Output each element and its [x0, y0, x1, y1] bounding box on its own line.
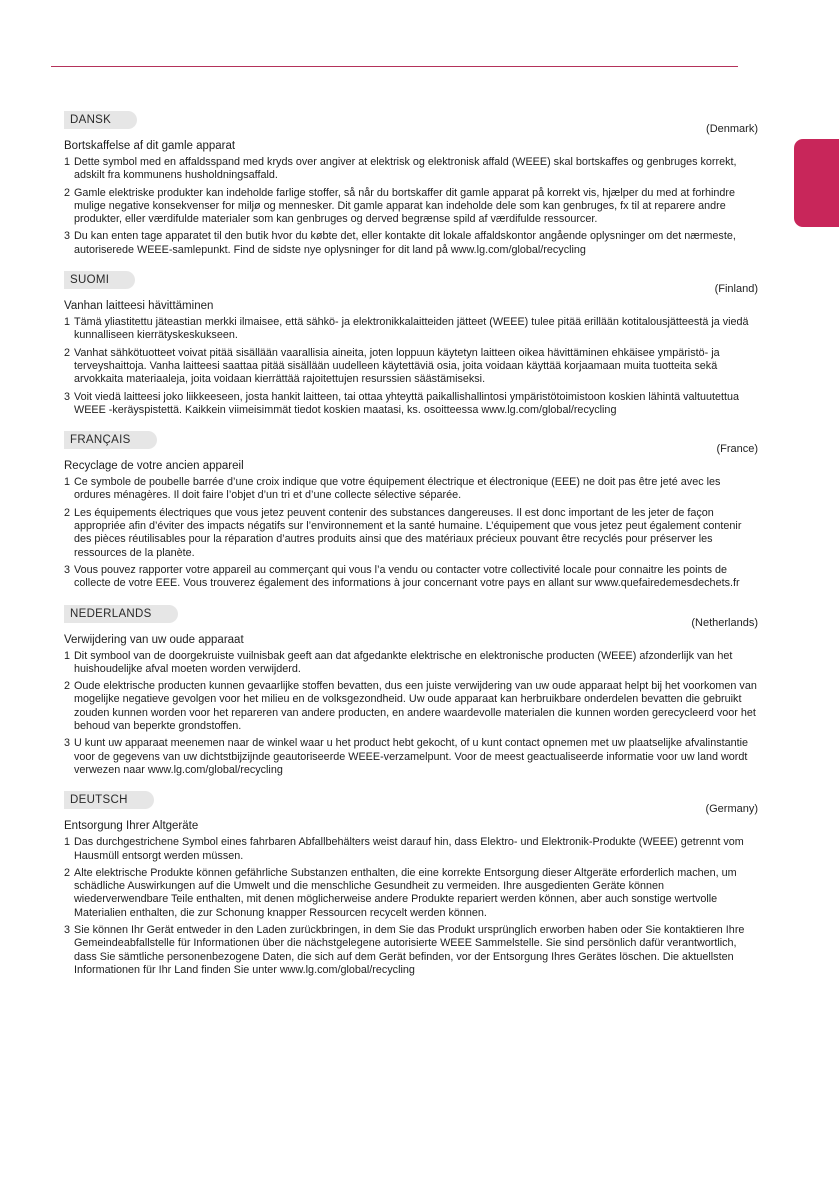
- list-item: 1 Tämä yliastitettu jäteastian merkki ilmaisee, että sähkö- ja elektronikkalaitteiden jätteet (WEEE) tulee pitää erillään kotitalousjätteestä ja viedä kunnalliseen kierrätyskeskukseen.: [64, 316, 749, 342]
- list-item: 2 Vanhat sähkötuotteet voivat pitää sisällään vaarallisia aineita, joten loppuun käytetyn laitteen oikea hävittäminen ehkäisee ympäristö- ja terveyshaittoja. Vanha laitteesi saattaa pitää sisällään uudelleen käytettäviä osia, joita voidaan käyttää korjaamaan muita tuotteita sekä arvokkaita materiaaleja, joita voidaan kierrättää rajoitettujen resurssien säästämiseksi.: [64, 346, 720, 386]
- list-item: 3 Voit viedä laitteesi joko liikkeeseen, josta hankit laitteen, tai ottaa yhteyttä paikallishallintosi ympäristötoimistoon koskien lähintä valtuutettua WEEE -keräyspistettä. Kaikkein viimeisimmät tiedot koskien maatasi, ks. osoitteessa www.lg.com/global/recycling: [64, 390, 739, 416]
- language-tag: DANSK: [64, 111, 137, 129]
- item-text: Dette symbol med en affaldsspand med kryds over angiver at elektrisk og elektronisk affald (WEEE) skal bortskaffes og genbruges korrekt, adskilt fra kommunens husholdningsaffald.: [74, 156, 737, 182]
- section-title: Vanhan laitteesi hävittäminen: [64, 300, 214, 313]
- list-item: 1 Dit symbool van de doorgekruiste vuilnisbak geeft aan dat afgedankte elektrische en elektronische producten (WEEE) afzonderlijk van het huishoudelijke afval moeten worden verwijderd.: [64, 649, 733, 675]
- item-text: Das durchgestrichene Symbol eines fahrbaren Abfallbehälters weist darauf hin, dass Elektro- und Elektronik-Produkte (WEEE) getrennt vom Hausmüll entsorgt werden müssen.: [74, 836, 744, 862]
- language-tag: DEUTSCH: [64, 791, 154, 809]
- country-label: (France): [716, 443, 758, 456]
- item-text: Tämä yliastitettu jäteastian merkki ilmaisee, että sähkö- ja elektronikkalaitteiden jätteet (WEEE) tulee pitää erillään kotitalousjätteestä ja viedä kunnalliseen kierrätyskeskukseen.: [74, 316, 749, 342]
- item-text: Oude elektrische producten kunnen gevaarlijke stoffen bevatten, dus een juiste verwijdering van uw oude apparaat helpt bij het voorkomen van mogelijke negatieve gevolgen voor het milieu en de volksgezondheid. Uw oude apparaat kan herbruikbare onderdelen bevatten die gebruikt zouden kunnen worden voor het repareren van andere producten, en andere waardevolle materialen die kunnen worden gerecycleerd voor het behoud van beperkte grondstoffen.: [74, 680, 757, 733]
- language-tag: FRANÇAIS: [64, 431, 157, 449]
- item-text: Dit symbool van de doorgekruiste vuilnisbak geeft aan dat afgedankte elektrische en elektronische producten (WEEE) afzonderlijk van het huishoudelijke afval moeten worden verwijderd.: [74, 649, 733, 675]
- country-label: (Netherlands): [691, 616, 758, 629]
- item-text: U kunt uw apparaat meenemen naar de winkel waar u het product hebt gekocht, of u kunt contact opnemen met uw plaatselijke afvalinstantie voor de gegevens van uw dichtstbijzijnde geautoriseerde WEEE-verzamelpunt. Voor de meest geactualiseerde informatie voor uw land wordt verwezen naar www.lg.com/global/recycling: [74, 737, 749, 776]
- section-title: Verwijdering van uw oude apparaat: [64, 633, 244, 646]
- list-item: 1 Dette symbol med en affaldsspand med kryds over angiver at elektrisk og elektronisk affald (WEEE) skal bortskaffes og genbruges korrekt, adskilt fra kommunens husholdningsaffald.: [64, 156, 737, 182]
- section-title: Recyclage de votre ancien appareil: [64, 460, 244, 473]
- item-text: Vanhat sähkötuotteet voivat pitää sisällään vaarallisia aineita, joten loppuun käytetyn laitteen oikea hävittäminen ehkäisee ympäristö- ja terveyshaittoja. Vanha laitteesi saattaa pitää sisällään uudelleen käytettäviä osia, joita voidaan käyttää korjaamaan muita tuotteita sekä arvokkaita materiaaleja, joita voidaan kierrättää rajoitettujen resurssien säästämiseksi.: [74, 346, 720, 386]
- item-text: Vous pouvez rapporter votre appareil au commerçant qui vous l’a vendu ou contacter votre collectivité locale pour connaitre les points de collecte de votre EEE. Vous trouverez également des informations à jour concernant votre pays en allant sur www.quefairedemesdechets.fr: [74, 563, 740, 590]
- list-item: 2 Alte elektrische Produkte können gefährliche Substanzen enthalten, die eine korrekte Entsorgung dieser Altgeräte erforderlich machen, um schädliche Auswirkungen auf die Umwelt und die menschliche Gesundheit zu vermeiden. Ihre ausgedienten Geräte können wiederverwendbare Teile enthalten, mit denen möglicherweise andere Produkte repariert werden können, aber auch sonstige wertvolle Materialien enthalten, die zur Schonung knapper Ressourcen recycelt werden können.: [64, 866, 737, 919]
- list-item: 3 Du kan enten tage apparatet til den butik hvor du købte det, eller kontakte dit lokale affaldskontor angående oplysninger om det nærmeste, autoriserede WEEE-samlepunkt. Find de sidste nye oplysninger for dit land på www.lg.com/global/recycling: [64, 230, 736, 256]
- language-tag: NEDERLANDS: [64, 605, 178, 623]
- header-rule: [51, 66, 738, 67]
- recycling-notice: [64, 110, 758, 990]
- section-deutsch: [64, 790, 758, 977]
- country-label: (Denmark): [706, 123, 758, 135]
- section-title: Entsorgung Ihrer Altgeräte: [64, 820, 199, 833]
- country-label: (Germany): [705, 803, 758, 816]
- item-list: [64, 836, 758, 977]
- list-item: 2 Gamle elektriske produkter kan indeholde farlige stoffer, så når du bortskaffer dit gamle apparat på korrekt vis, hjælper du med at forhindre mulige negative konsekvenser for miljø og mennesker. Dit gamle apparat kan indeholde dele som kan genbruges, fx til at reparere andre produkter, eller værdifulde materialer som kan genbruges og derved begrænse spild af værdifulde ressourcer.: [64, 186, 735, 226]
- list-item: 3 U kunt uw apparaat meenemen naar de winkel waar u het product hebt gekocht, of u kunt contact opnemen met uw plaatselijke afvalinstantie voor de gegevens van uw dichtstbijzijnde geautoriseerde WEEE-verzamelpunt. Voor de meest geactualiseerde informatie voor uw land wordt verwezen naar www.lg.com/global/recycling: [64, 737, 749, 776]
- section-nederlands: [64, 604, 758, 778]
- language-side-tab: [794, 139, 839, 227]
- section-title: Bortskaffelse af dit gamle apparat: [64, 140, 236, 152]
- list-item: 3 Sie können Ihr Gerät entweder in den Laden zurückbringen, in dem Sie das Produkt ursprünglich erworben haben oder Sie kontaktieren Ihre Gemeindeabfallstelle für Informationen über die nächstgelegene autorisierte WEEE Sammelstelle. Sie sind persönlich dafür verantwortlich, dass Sie sämtliche personenbezogene Daten, die sich auf dem Gerät befinden, vor der Entsorgung Ihres Gerätes löschen. Die aktuellsten Informationen für Ihr Land finden Sie unter www.lg.com/global/recycling: [64, 923, 745, 976]
- list-item: 3 Vous pouvez rapporter votre appareil au commerçant qui vous l’a vendu ou contacter votre collectivité locale pour connaitre les points de collecte de votre EEE. Vous trouverez également des informations à jour concernant votre pays en allant sur www.quefairedemesdechets.fr: [64, 563, 740, 590]
- country-label: (Finland): [714, 283, 758, 296]
- section-francais: [64, 430, 758, 590]
- item-text: Sie können Ihr Gerät entweder in den Laden zurückbringen, in dem Sie das Produkt ursprünglich erworben haben oder Sie kontaktieren Ihre Gemeindeabfallstelle für Informationen über die nächstgelegene autorisierte WEEE Sammelstelle. Sie sind persönlich dafür verantwortlich, dass Sie sämtliche personenbezogene Daten, die sich auf dem Gerät befinden, vor der Entsorgung Ihres Gerätes löschen. Die aktuellsten Informationen für Ihr Land finden Sie unter www.lg.com/global/recycling: [74, 923, 745, 976]
- item-list: [64, 650, 758, 778]
- item-text: Ce symbole de poubelle barrée d’une croix indique que votre équipement électrique et électronique (EEE) ne doit pas être jeté avec les ordures ménagères. Il doit faire l’objet d’un tri et d’une collecte sélective séparée.: [74, 476, 721, 502]
- item-text: Gamle elektriske produkter kan indeholde farlige stoffer, så når du bortskaffer dit gamle apparat på korrekt vis, hjælper du med at forhindre mulige negative konsekvenser for miljø og mennesker. Dit gamle apparat kan indeholde dele som kan genbruges, fx til at reparere andre produkter, eller værdifulde materialer som kan genbruges og derved begrænse spild af værdifulde ressourcer.: [74, 186, 735, 226]
- item-list: [64, 476, 758, 590]
- list-item: 2 Oude elektrische producten kunnen gevaarlijke stoffen bevatten, dus een juiste verwijdering van uw oude apparaat helpt bij het voorkomen van mogelijke negatieve gevolgen voor het milieu en de volksgezondheid. Uw oude apparaat kan herbruikbare onderdelen bevatten die gebruikt zouden kunnen worden voor het repareren van andere producten, en andere waardevolle materialen die kunnen worden gerecycleerd voor het behoud van beperkte grondstoffen.: [64, 680, 757, 733]
- item-text: Du kan enten tage apparatet til den butik hvor du købte det, eller kontakte dit lokale affaldskontor angående oplysninger om det nærmeste, autoriserede WEEE-samlepunkt. Find de sidste nye oplysninger for dit land på www.lg.com/global/recycling: [74, 230, 736, 256]
- section-suomi: [64, 270, 758, 417]
- list-item: 2 Les équipements électriques que vous jetez peuvent contenir des substances dangereuses. Il est donc important de les jeter de façon appropriée afin d’éviter des impacts négatifs sur l’environnement et la santé humaine. L’équipement que vous jetez peut également contenir des pièces réutilisables pour la réparation d’autres produits ainsi que des matériaux précieux pouvant être recyclés pour préserver les ressources de la planète.: [64, 506, 742, 559]
- item-text: Voit viedä laitteesi joko liikkeeseen, josta hankit laitteen, tai ottaa yhteyttä paikallishallintosi ympäristötoimistoon koskien lähintä valtuutettua WEEE -keräyspistettä. Kaikkein viimeisimmät tiedot koskien maatasi, ks. osoitteessa www.lg.com/global/recycling: [74, 390, 739, 416]
- item-list: [64, 316, 758, 417]
- item-text: Alte elektrische Produkte können gefährliche Substanzen enthalten, die eine korrekte Entsorgung dieser Altgeräte erforderlich machen, um schädliche Auswirkungen auf die Umwelt und die menschliche Gesundheit zu vermeiden. Ihre ausgedienten Geräte können wiederverwendbare Teile enthalten, mit denen möglicherweise andere Produkte repariert werden können, aber auch sonstige wertvolle Materialien enthalten, die zur Schonung knapper Ressourcen recycelt werden können.: [74, 866, 737, 919]
- language-tag: SUOMI: [64, 271, 135, 289]
- list-item: 1 Ce symbole de poubelle barrée d’une croix indique que votre équipement électrique et électronique (EEE) ne doit pas être jeté avec les ordures ménagères. Il doit faire l’objet d’un tri et d’une collecte sélective séparée.: [64, 476, 721, 502]
- section-dansk: [64, 110, 758, 257]
- item-list: [64, 156, 758, 257]
- list-item: 1 Das durchgestrichene Symbol eines fahrbaren Abfallbehälters weist darauf hin, dass Elektro- und Elektronik-Produkte (WEEE) getrennt vom Hausmüll entsorgt werden müssen.: [64, 836, 744, 862]
- item-text: Les équipements électriques que vous jetez peuvent contenir des substances dangereuses. Il est donc important de les jeter de façon appropriée afin d’éviter des impacts négatifs sur l’environnement et la santé humaine. L’équipement que vous jetez peut également contenir des pièces réutilisables pour la réparation d’autres produits ainsi que des matériaux précieux pouvant être recyclés pour préserver les ressources de la planète.: [74, 506, 742, 559]
